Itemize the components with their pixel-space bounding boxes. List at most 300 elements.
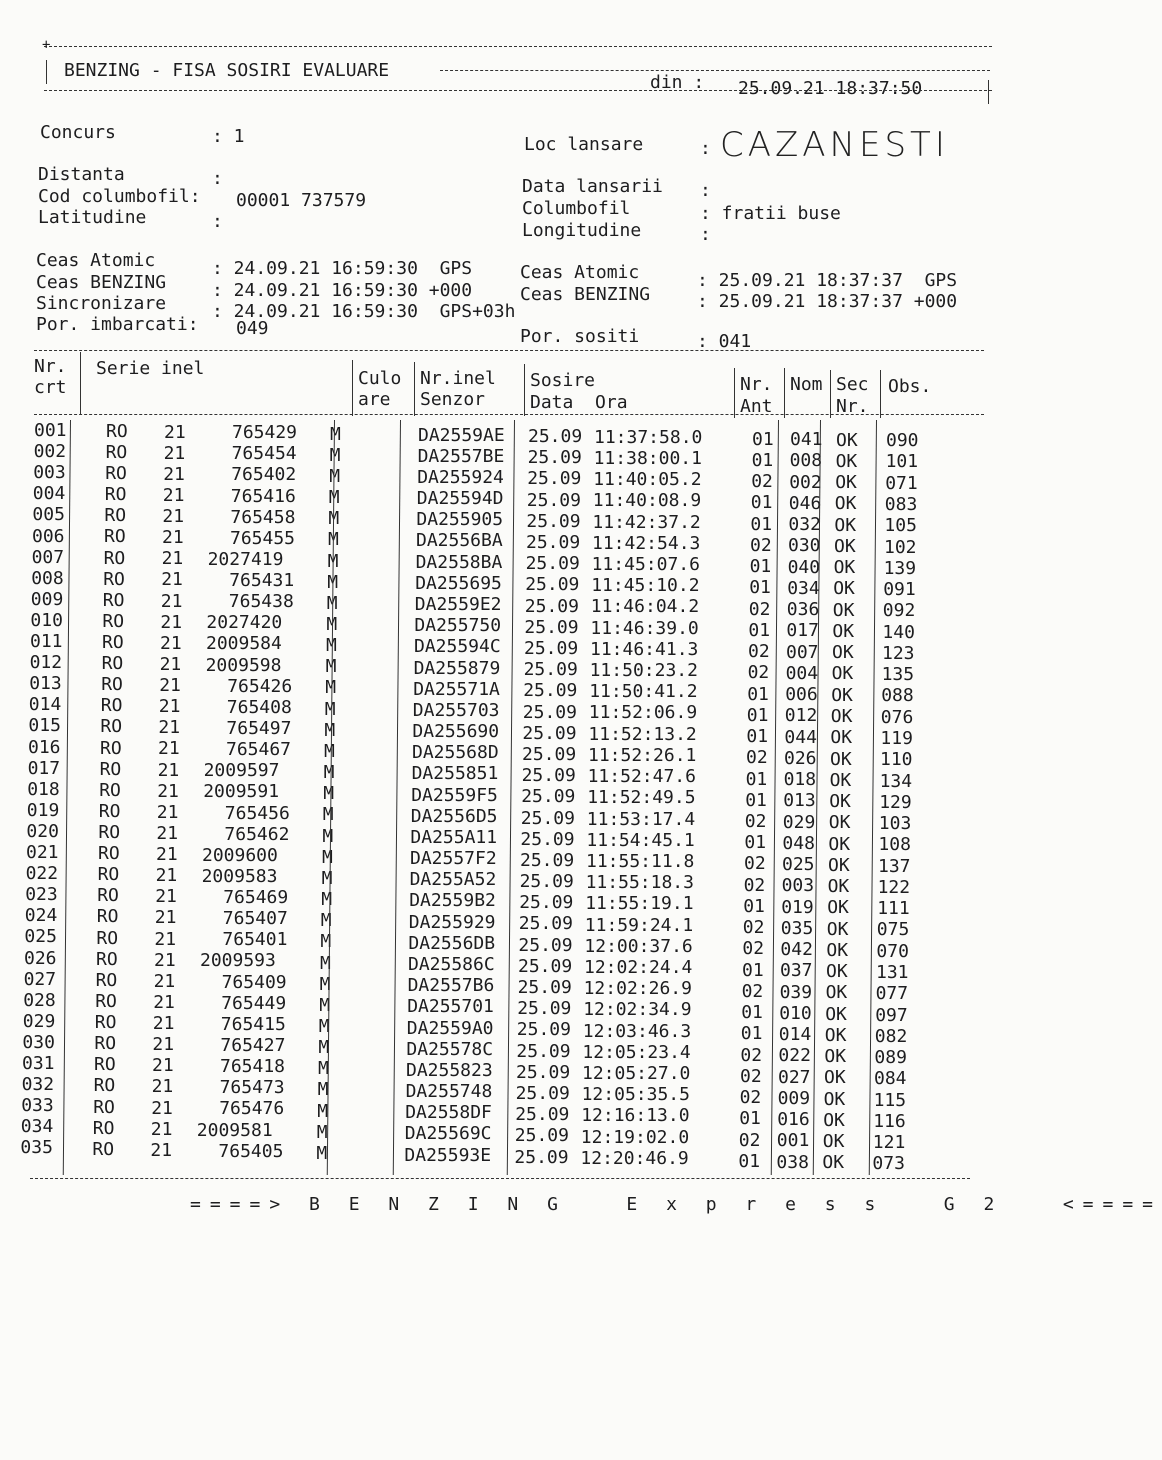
distanta-label: Distanta: [38, 164, 125, 185]
cell-ant: 01: [740, 1023, 763, 1045]
cell-sex: M: [319, 994, 331, 1016]
cell-obs: 073: [872, 1153, 905, 1175]
cell-obs: 075: [876, 919, 910, 941]
cell-data: 25.09: [526, 510, 581, 532]
cell-nom: 007: [786, 641, 819, 663]
cell-tara: RO: [92, 1138, 115, 1160]
data-lansarii-value: :: [700, 180, 711, 201]
cell-data: 25.09: [515, 1104, 570, 1126]
cell-ant: 02: [748, 598, 771, 620]
header-top-border: [44, 46, 992, 47]
cell-obs: 089: [874, 1047, 907, 1069]
cell-ora: 11:50:23.2: [589, 660, 698, 682]
cell-an: 21: [158, 738, 180, 760]
cell-an: 21: [161, 569, 183, 591]
cell-ant: 02: [750, 534, 772, 556]
cell-an: 21: [150, 1118, 173, 1140]
cell-data: 25.09: [522, 722, 577, 744]
cell-sec: OK: [822, 1152, 845, 1174]
col-nrinel-line1: Nr.inel: [420, 368, 496, 389]
cell-data: 25.09: [516, 1040, 571, 1062]
cell-data: 25.09: [518, 913, 573, 935]
cell-nr: 011: [30, 631, 63, 652]
cell-ant: 01: [751, 449, 774, 471]
cell-senzor: DA2557F2: [410, 848, 497, 870]
cell-nom: 029: [782, 811, 816, 833]
cell-obs: 121: [872, 1132, 906, 1154]
cell-nom: 036: [786, 599, 820, 621]
ceas-benzing-start-label: Ceas BENZING: [36, 272, 167, 293]
cell-ant: 02: [742, 917, 765, 939]
cell-sec: OK: [826, 918, 849, 940]
cell-sec: OK: [823, 1088, 846, 1110]
cell-nom: 022: [778, 1045, 811, 1067]
cell-sec: OK: [834, 514, 857, 536]
cell-senzor: DA255924: [417, 466, 504, 488]
cell-ora: 11:45:07.6: [591, 553, 700, 575]
cell-an: 21: [152, 1055, 174, 1077]
cell-obs: 134: [879, 770, 913, 792]
cell-sec: OK: [825, 982, 848, 1004]
cell-ant: 02: [746, 747, 768, 769]
cell-inel: 765416: [230, 485, 296, 507]
cell-data: 25.09: [520, 807, 575, 829]
cell-an: 21: [162, 527, 184, 549]
cell-an: 21: [156, 801, 179, 823]
cell-nom: 048: [782, 832, 815, 854]
cell-tara: RO: [104, 505, 127, 527]
cell-data: 25.09: [523, 680, 578, 702]
cell-nom: 017: [786, 620, 819, 642]
cell-ant: 01: [742, 959, 764, 981]
cell-ora: 11:37:58.0: [594, 426, 703, 448]
cell-sec: OK: [833, 578, 855, 600]
cell-nr: 026: [24, 947, 57, 969]
cell-senzor: DA25594D: [416, 488, 504, 510]
cell-nom: 037: [780, 960, 813, 982]
cell-sex: M: [317, 1100, 329, 1122]
cell-nr: 001: [34, 420, 67, 441]
cell-inel: 765418: [220, 1056, 286, 1078]
cell-ant: 01: [744, 832, 767, 854]
cell-an: 21: [161, 548, 184, 570]
cell-ora: 12:02:34.9: [583, 999, 692, 1021]
cell-tara: RO: [96, 948, 118, 970]
cell-ant: 01: [747, 683, 769, 705]
cell-nom: 027: [778, 1066, 811, 1088]
cell-ant: 01: [749, 556, 772, 578]
cell-nom: 046: [788, 492, 822, 514]
loc-lansare-colon: :: [700, 138, 711, 159]
ceas-benzing-start-value: : 24.09.21 16:59:30 +000: [212, 280, 473, 301]
cell-ora: 11:50:41.2: [589, 681, 698, 703]
cell-data: 25.09: [521, 765, 576, 787]
cell-inel: 765431: [229, 570, 295, 592]
cell-sex: M: [319, 973, 331, 995]
cell-senzor: DA255851: [411, 763, 499, 785]
cell-ora: 11:45:10.2: [591, 575, 700, 597]
cell-ant: 01: [743, 895, 765, 917]
cell-ora: 12:05:23.4: [582, 1041, 691, 1063]
cell-nr: 020: [26, 820, 59, 842]
cell-obs: 140: [882, 621, 915, 643]
longitudine-label: Longitudine: [522, 220, 642, 241]
cell-obs: 135: [881, 664, 915, 686]
cell-sec: OK: [827, 897, 849, 919]
cell-inel: 765473: [219, 1077, 285, 1099]
cell-nr: 008: [31, 567, 64, 589]
cell-sex: M: [316, 1142, 328, 1164]
cell-nr: 031: [22, 1053, 55, 1074]
por-sositi-label: Por. sositi: [520, 326, 640, 347]
col-nr-line1: Nr.: [34, 356, 67, 377]
cell-ant: 02: [747, 662, 770, 684]
cell-ant: 01: [746, 726, 769, 748]
header-left-border: [46, 60, 47, 84]
header-title: BENZING - FISA SOSIRI EVALUARE: [64, 60, 390, 81]
cell-nom: 044: [784, 726, 817, 748]
cell-tara: RO: [106, 420, 128, 442]
cell-sec: OK: [832, 620, 855, 642]
cell-ora: 11:55:11.8: [586, 850, 695, 872]
cell-sex: M: [325, 656, 337, 678]
cell-senzor: DA255703: [412, 699, 500, 721]
cell-an: 21: [162, 484, 185, 506]
cell-data: 25.09: [519, 871, 574, 893]
cell-senzor: DA2556BA: [416, 530, 503, 552]
sep-ant: [734, 368, 735, 418]
cell-ora: 12:19:02.0: [580, 1126, 690, 1148]
cell-ora: 11:40:08.9: [592, 490, 702, 512]
cell-ora: 12:02:24.4: [584, 957, 693, 979]
por-imbarcati-label: Por. imbarcati:: [36, 314, 199, 335]
ceas-benzing-end-value: : 25.09.21 18:37:37 +000: [697, 291, 958, 312]
sep-nr: [80, 352, 81, 414]
cell-tara: RO: [97, 864, 120, 886]
cell-sex: M: [318, 1016, 330, 1037]
cell-sex: M: [321, 889, 333, 911]
header-bottom-border: [44, 90, 992, 91]
cell-nom: 026: [784, 747, 817, 769]
cell-tara: RO: [93, 1096, 115, 1118]
cell-nr: 013: [29, 673, 62, 695]
cell-nom: 039: [779, 981, 813, 1003]
cell-data: 25.09: [524, 637, 579, 659]
cell-sec: OK: [830, 706, 853, 727]
sincronizare-label: Sincronizare: [36, 293, 167, 314]
cell-tara: RO: [94, 1054, 116, 1076]
cell-sec: OK: [822, 1131, 845, 1153]
sep-nom: [784, 368, 785, 418]
cell-sex: M: [326, 635, 337, 657]
cell-obs: 102: [884, 536, 917, 558]
cell-data: 25.09: [520, 828, 575, 850]
cell-ora: 11:42:54.3: [592, 532, 701, 554]
cell-obs: 129: [879, 791, 912, 813]
cell-ora: 12:05:35.5: [581, 1084, 690, 1106]
cell-sex: M: [317, 1079, 329, 1101]
cell-inel: 2009600: [202, 844, 278, 866]
cell-sec: OK: [825, 1003, 847, 1025]
cell-sex: M: [318, 1058, 329, 1080]
cell-tara: RO: [100, 737, 122, 759]
cell-nom: 016: [777, 1109, 810, 1131]
cell-an: 21: [157, 780, 179, 802]
col-culoare-line2: are: [358, 389, 391, 410]
cell-an: 21: [157, 759, 180, 781]
cell-ant: 02: [740, 1044, 763, 1066]
cell-obs: 082: [874, 1025, 908, 1047]
cell-sex: M: [324, 719, 336, 741]
cell-nr: 007: [31, 546, 65, 568]
cell-nr: 029: [22, 1010, 56, 1032]
header-right-border: [988, 80, 989, 104]
cell-nom: 008: [789, 450, 823, 472]
cell-inel: 765405: [218, 1140, 284, 1162]
cell-nr: 027: [23, 968, 57, 990]
cell-ora: 12:02:26.9: [583, 978, 692, 1000]
cell-sex: M: [328, 487, 340, 509]
cell-senzor: DA25569C: [404, 1123, 492, 1145]
cell-sec: OK: [828, 812, 851, 834]
cell-ant: 02: [738, 1129, 761, 1151]
cell-senzor: DA2559F5: [411, 784, 498, 806]
cell-senzor: DA25568D: [412, 742, 499, 764]
cell-nr: 017: [27, 757, 61, 779]
cell-tara: RO: [103, 568, 125, 590]
cell-sec: OK: [836, 429, 858, 451]
cell-senzor: DA2559E2: [414, 594, 502, 616]
cell-data: 25.09: [522, 701, 577, 723]
cell-ant: 02: [748, 641, 770, 663]
cell-sex: M: [328, 529, 339, 551]
cell-nom: 009: [777, 1087, 811, 1109]
cell-an: 21: [152, 1034, 175, 1056]
cell-tara: RO: [93, 1075, 116, 1097]
cell-tara: RO: [102, 610, 125, 632]
col-ant-line2: Ant: [740, 396, 773, 417]
cell-obs: 071: [885, 472, 918, 494]
cell-sex: M: [320, 910, 332, 932]
cell-nom: 014: [778, 1024, 812, 1046]
cell-senzor: DA25594C: [414, 636, 501, 658]
cell-nr: 010: [30, 609, 63, 631]
cell-ora: 11:42:37.2: [592, 511, 701, 533]
cell-ora: 11:55:18.3: [585, 872, 694, 894]
cell-tara: RO: [102, 589, 125, 611]
cell-sec: OK: [833, 557, 856, 579]
cell-an: 21: [151, 1076, 174, 1098]
cell-inel: 765427: [220, 1035, 286, 1057]
cell-sec: OK: [828, 854, 850, 876]
cell-obs: 122: [877, 876, 911, 898]
cell-ant: 02: [739, 1087, 762, 1109]
cell-data: 25.09: [517, 977, 572, 999]
cell-sec: OK: [828, 833, 851, 855]
cell-nr: 021: [26, 842, 59, 863]
cell-nom: 012: [784, 705, 818, 727]
cell-sec: OK: [826, 939, 849, 961]
cell-ora: 11:52:26.1: [588, 744, 697, 766]
cell-nr: 028: [23, 989, 56, 1011]
cell-data: 25.09: [528, 425, 583, 447]
cell-ant: 01: [741, 1002, 763, 1024]
cell-ant: 02: [741, 980, 764, 1002]
cell-inel: 765402: [231, 464, 297, 486]
cell-sec: OK: [835, 450, 858, 472]
cell-ora: 11:40:05.2: [593, 469, 702, 491]
cell-sex: M: [318, 1037, 330, 1059]
cell-obs: 097: [875, 1004, 908, 1026]
cell-data: 25.09: [516, 1019, 571, 1041]
cell-obs: 137: [878, 855, 911, 877]
cell-ora: 11:46:41.3: [590, 638, 699, 660]
cell-sex: M: [324, 698, 336, 720]
cell-ora: 12:20:46.9: [580, 1147, 689, 1169]
cell-sec: OK: [830, 727, 853, 749]
cell-tara: RO: [100, 716, 123, 738]
cell-ant: 01: [749, 577, 771, 599]
cell-data: 25.09: [514, 1146, 569, 1168]
sep-sosire: [524, 364, 525, 416]
cell-ora: 11:52:49.5: [587, 787, 696, 809]
cell-obs: 103: [878, 813, 912, 835]
cell-an: 21: [154, 949, 176, 971]
col-nom: Nom: [790, 374, 823, 395]
cell-inel: 765449: [221, 992, 287, 1014]
por-imbarcati-value: 049: [236, 318, 269, 339]
col-sec-line2: Nr.: [836, 396, 869, 417]
cell-tara: RO: [104, 484, 127, 506]
cell-tara: RO: [100, 695, 123, 717]
cell-senzor: DA255929: [408, 911, 496, 933]
cell-tara: RO: [98, 800, 121, 822]
cell-inel: 765438: [228, 591, 294, 613]
table-header-bottom-border: [34, 414, 984, 415]
cell-sex: M: [325, 677, 337, 699]
cell-ant: 02: [751, 471, 773, 493]
cell-tara: RO: [97, 885, 119, 907]
cell-nr: 025: [24, 926, 57, 948]
cell-sex: M: [320, 931, 332, 953]
cell-nom: 035: [780, 917, 814, 939]
cell-an: 21: [156, 844, 178, 866]
cell-senzor: DA2559A0: [406, 1017, 494, 1039]
latitudine-value: :: [212, 211, 223, 232]
cell-an: 21: [156, 822, 179, 844]
cell-senzor: DA255748: [405, 1081, 493, 1103]
cell-an: 21: [159, 675, 181, 697]
cell-nom: 038: [776, 1151, 809, 1173]
cell-sex: M: [316, 1121, 328, 1143]
cell-nr: 024: [24, 905, 58, 927]
sep-sec: [830, 370, 831, 418]
cell-ant: 02: [743, 874, 766, 896]
cell-inel: 2009598: [205, 654, 282, 676]
cell-ant: 01: [745, 789, 767, 811]
sep-culoare: [352, 360, 353, 416]
ceas-benzing-end-label: Ceas BENZING: [520, 284, 651, 305]
cell-tara: RO: [98, 843, 120, 865]
cell-nr: 022: [25, 863, 59, 885]
cell-data: 25.09: [514, 1125, 569, 1147]
cell-data: 25.09: [527, 468, 582, 490]
cell-an: 21: [158, 717, 181, 739]
cell-an: 21: [154, 907, 177, 929]
cell-sec: OK: [824, 1067, 846, 1089]
cell-sec: OK: [832, 642, 854, 664]
cell-nom: 013: [783, 790, 816, 812]
col-culoare-line1: Culo: [358, 368, 402, 389]
ceas-atomic-end-label: Ceas Atomic: [520, 262, 640, 283]
cell-inel: 2009593: [200, 950, 276, 972]
cell-ora: 11:38:00.1: [593, 447, 702, 469]
cell-ora: 11:52:47.6: [587, 766, 696, 788]
cell-obs: 110: [880, 749, 913, 771]
cell-ant: 01: [750, 492, 773, 514]
cell-nom: 019: [781, 896, 814, 918]
cell-sec: OK: [829, 791, 851, 813]
cell-inel: 765409: [221, 971, 287, 993]
loc-lansare-handwritten: CAZANESTI: [720, 125, 949, 165]
cell-ora: 11:46:04.2: [590, 596, 700, 618]
cell-data: 25.09: [525, 553, 580, 575]
cell-nr: 035: [20, 1137, 53, 1159]
cell-ora: 11:54:45.1: [586, 829, 695, 851]
cell-nom: 003: [781, 875, 815, 897]
cell-inel: 765426: [227, 675, 293, 697]
longitudine-value: :: [700, 224, 711, 245]
cell-nom: 004: [785, 662, 819, 684]
cell-ora: 11:53:17.4: [586, 808, 696, 830]
cell-obs: 108: [878, 834, 911, 856]
columbofil-label: Columbofil: [522, 198, 631, 219]
cell-an: 21: [152, 1013, 175, 1035]
cell-senzor: DA2556D5: [410, 805, 498, 827]
cell-sex: M: [330, 423, 341, 445]
cell-nom: 032: [788, 514, 821, 536]
cell-nom: 040: [787, 556, 821, 578]
cell-sec: OK: [826, 961, 848, 983]
cell-nr: 030: [22, 1031, 55, 1053]
cell-nom: 034: [787, 577, 820, 599]
cell-ora: 11:59:24.1: [584, 914, 694, 936]
cell-senzor: DA255750: [414, 615, 502, 637]
cell-ant: 01: [752, 428, 774, 450]
cell-ora: 12:05:27.0: [582, 1063, 691, 1085]
col-sosire-line2: Data Ora: [530, 392, 628, 413]
cell-nr: 003: [33, 462, 66, 484]
cell-obs: 123: [882, 642, 915, 664]
cell-an: 21: [162, 506, 185, 528]
cell-data: 25.09: [518, 934, 573, 956]
cell-ant: 02: [742, 938, 765, 960]
cell-nr: 018: [27, 778, 60, 800]
cell-ant: 01: [745, 768, 768, 790]
cell-obs: 076: [880, 706, 914, 728]
latitudine-label: Latitudine: [38, 207, 147, 228]
cell-senzor: DA255690: [412, 721, 500, 743]
cell-sex: M: [322, 825, 334, 847]
distanta-value: :: [212, 168, 223, 189]
header-top-mark-left: +: [42, 37, 51, 53]
cell-data: 25.09: [526, 489, 581, 511]
cell-tara: RO: [95, 990, 117, 1012]
cell-sec: OK: [829, 769, 852, 791]
cell-obs: 115: [873, 1089, 907, 1111]
cell-an: 21: [155, 865, 178, 887]
cell-sex: M: [320, 952, 331, 974]
